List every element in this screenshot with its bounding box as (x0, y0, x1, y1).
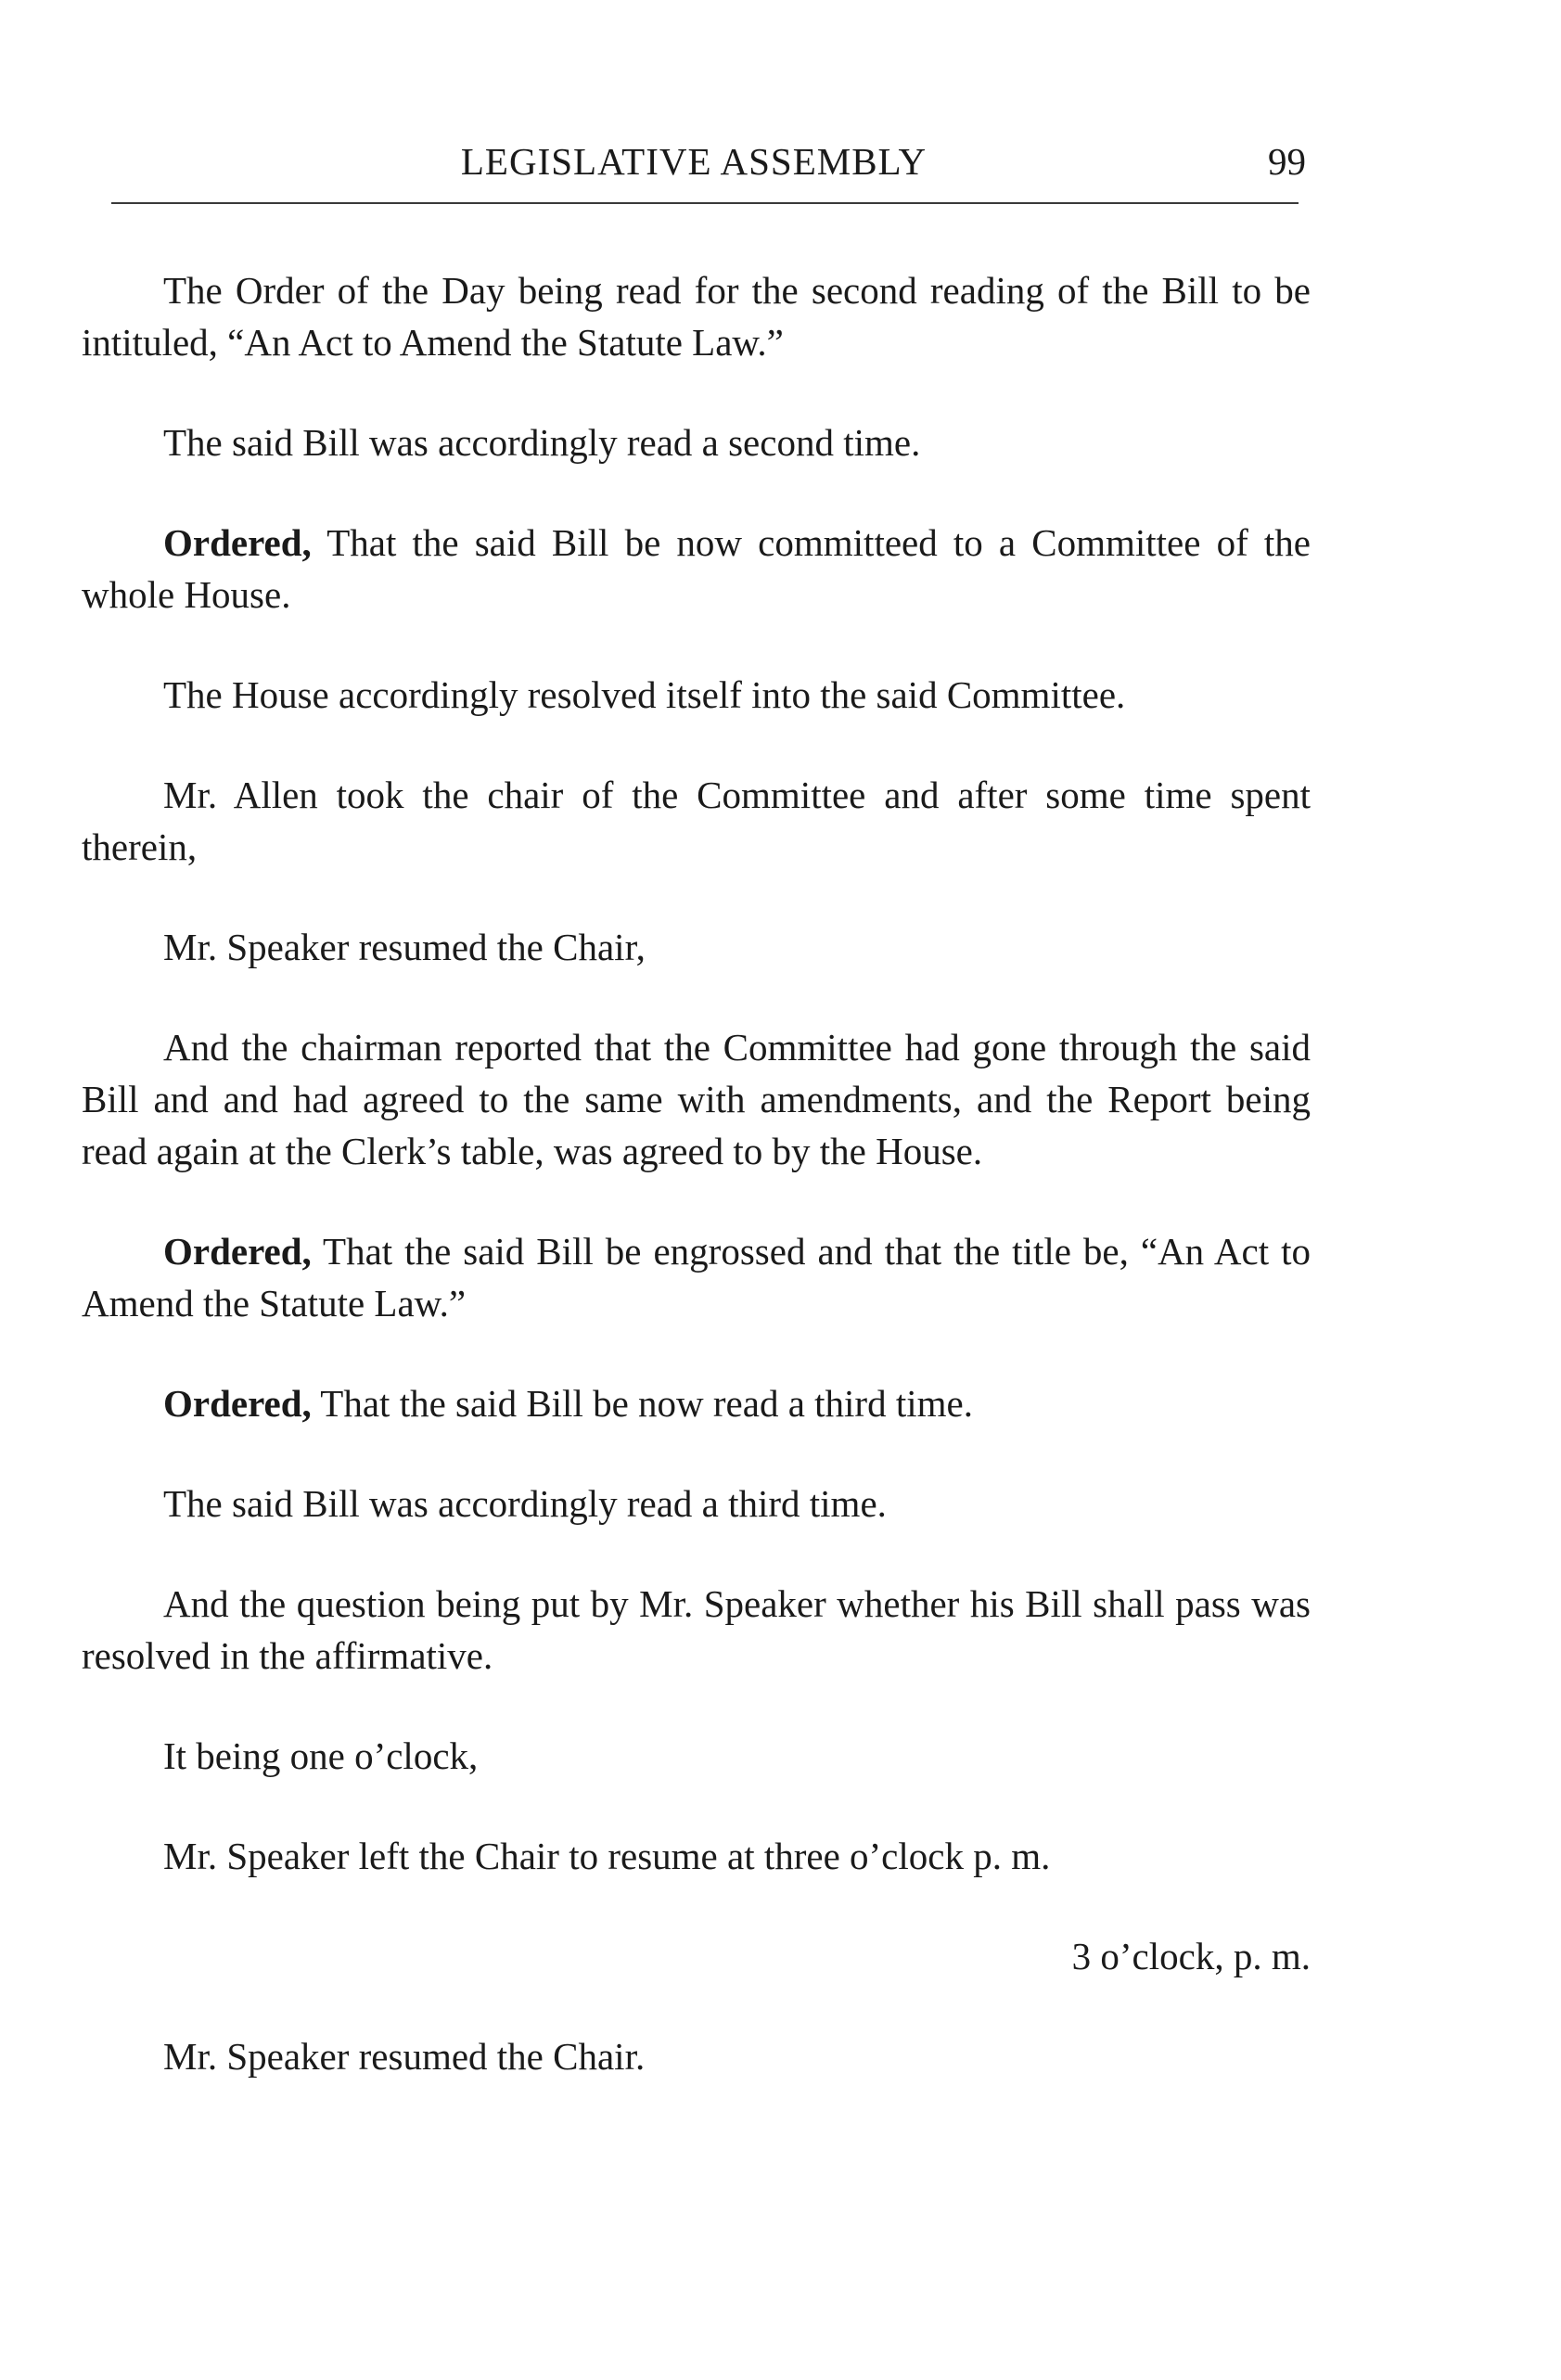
closing-paragraph: Mr. Speaker resumed the Chair. (163, 2035, 646, 2078)
paragraph: Mr. Speaker resumed the Chair, (163, 926, 646, 968)
page-number: 99 (1268, 140, 1306, 183)
paragraph: And the chairman reported that the Committee had gone through the said Bill and and had agreed to the same with amendments, and the Report being read again at the Clerk’s table, was agreed to by the House. (82, 1026, 1311, 1172)
paragraph: The Order of the Day being read for the second reading of the Bill to be intituled, “An Act to Amend the Statute Law.” (82, 269, 1311, 364)
paragraph: Ordered, That the said Bill be engrossed and that the title be, “An Act to Amend the Statute Law.” (82, 1230, 1311, 1324)
paragraph: It being one o’clock, (163, 1734, 479, 1777)
body-text (82, 264, 1311, 2130)
paragraph: And the question being put by Mr. Speaker whether his Bill shall pass was resolved in the affirmative. (82, 1582, 1311, 1677)
paragraph: Mr. Allen took the chair of the Committee and after some time spent therein, (82, 774, 1311, 868)
paragraph: The House accordingly resolved itself into the said Committee. (163, 673, 1126, 716)
paragraph: Ordered, That the said Bill be now read a third time. (163, 1382, 973, 1425)
paragraph: Ordered, That the said Bill be now committeed to a Committee of the whole House. (82, 521, 1311, 616)
header-rule (111, 202, 1299, 204)
paragraph: Mr. Speaker left the Chair to resume at three o’clock p. m. (163, 1835, 1051, 1877)
paragraph: The said Bill was accordingly read a third time. (163, 1482, 887, 1525)
time-heading: 3 o’clock, p. m. (1071, 1935, 1311, 1977)
running-title: LEGISLATIVE ASSEMBLY (460, 140, 928, 183)
ordered-lead: Ordered, (163, 1382, 312, 1425)
ordered-lead: Ordered, (163, 521, 312, 564)
ordered-lead: Ordered, (163, 1230, 312, 1273)
page-header (82, 130, 1306, 195)
paragraph: The said Bill was accordingly read a second time. (163, 421, 921, 464)
